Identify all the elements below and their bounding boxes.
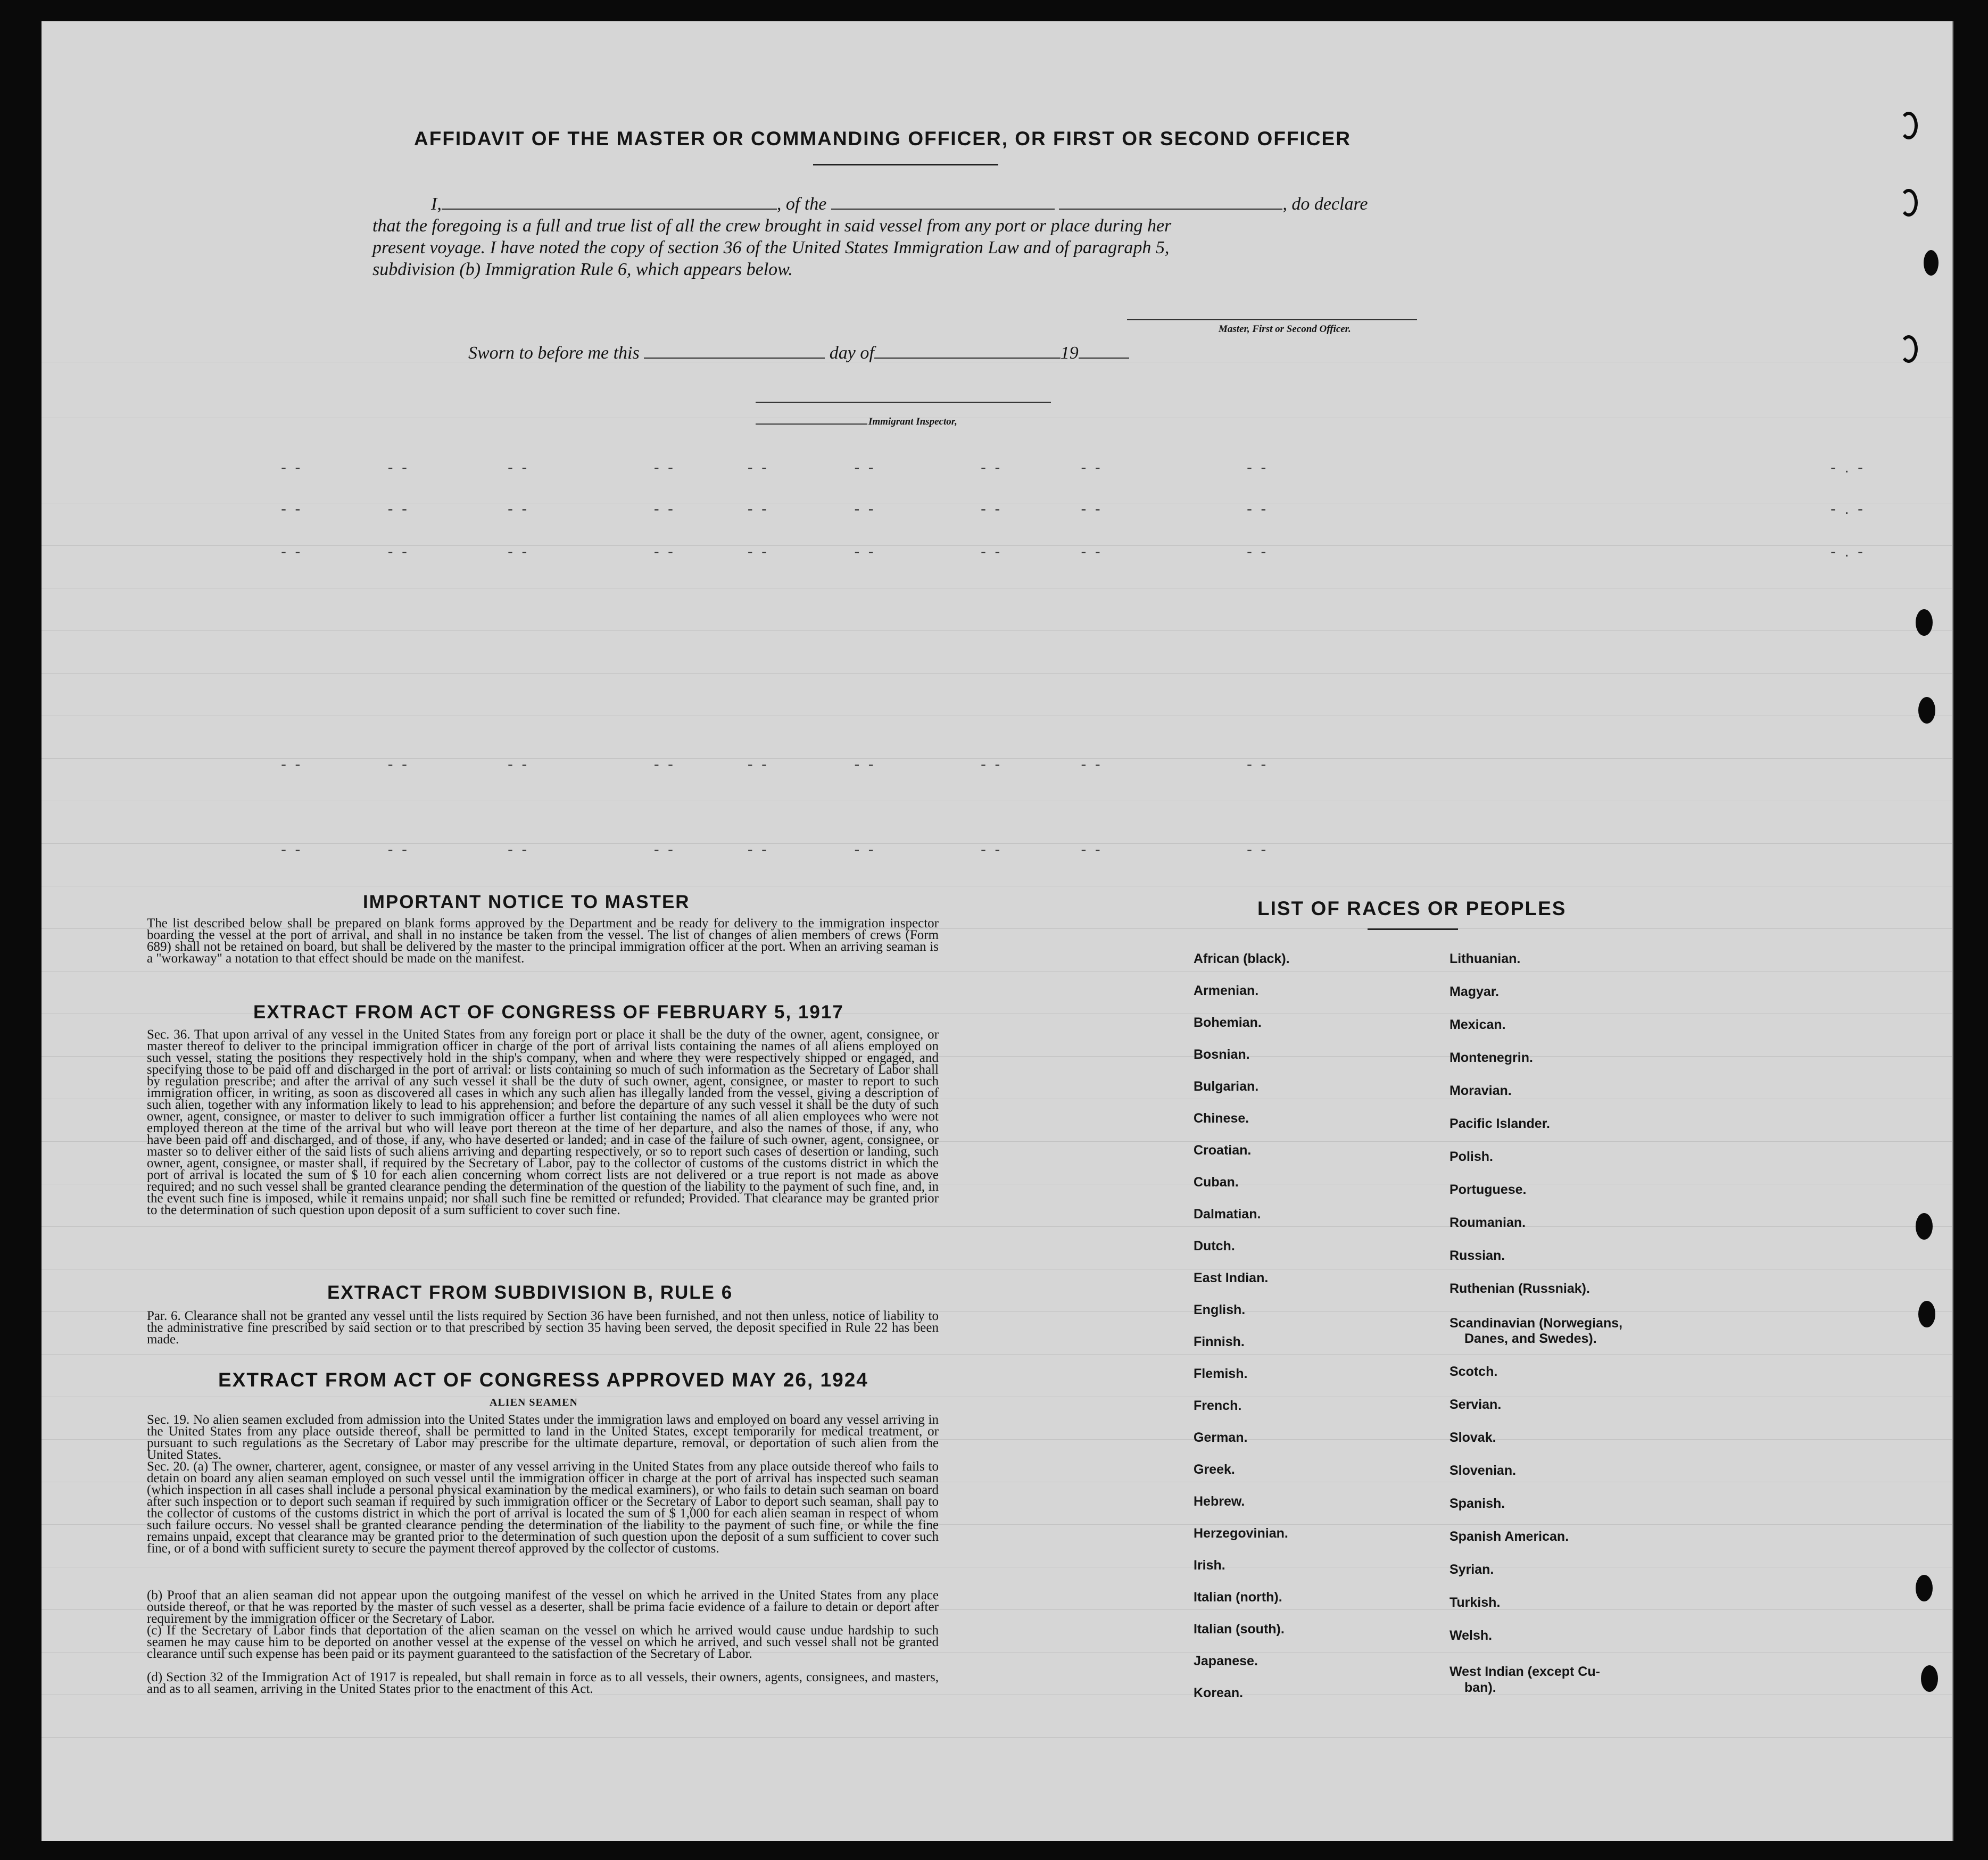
extract-1924-sec20c: (c) If the Secretary of Labor finds that deportation of the alien seaman on the vessel on which he arrived would cause undue hardship to such seamen he may cause him to be deported on another vessel at the expense of the vessel on which he arrived, and such vessel shall not be granted clearance until such expense has been paid or its payment guaranteed to the satisfaction of the Secretary of Labor.	[147, 1623, 939, 1661]
ditto-row: - - - - - - - - - - - - - - - - - -	[281, 500, 1269, 518]
race-item: East Indian.	[1194, 1271, 1269, 1285]
race-item: Lithuanian.	[1449, 951, 1521, 966]
vessel-blank	[831, 209, 1055, 210]
ditto-row: - - - - - - - - - - - - - - - - - -	[281, 543, 1269, 560]
race-item: Armenian.	[1194, 983, 1259, 998]
extract-1924-sec20a: Sec. 20. (a) The owner, charterer, agent, consignee, or master of any vessel arriving in the United States from any place outside thereof who fails to detain on board any alien seaman employed on such vessel until the immigration officer in charge at the port of arrival has inspected such seaman (which inspection in all cases shall include a personal physical examination by the medical examiners), or who fails to detain such seaman on board after such inspection or to deport such seaman if required by such immigration officer or the Secretary of Labor to deport such seaman, shall pay to the collector of customs of the customs district in which the port of arrival is located the sum of $ 1,000 for each alien seaman in respect of whom such failure occurs. No vessel shall be granted clearance pending the determination of the liability to the payment of such fine, or while the fine remains unpaid, except that clearance may be granted prior to the determination of such question upon the deposit of a sum sufficient to cover such fine, or of a bond with sufficient surety to secure the payment thereof approved by the collector of customs.	[147, 1459, 939, 1556]
race-item: Scandinavian (Norwegians,	[1449, 1316, 1623, 1331]
binder-hole	[1916, 609, 1933, 636]
race-item: Montenegrin.	[1449, 1050, 1533, 1065]
race-item: Bulgarian.	[1194, 1079, 1259, 1094]
race-item: West Indian (except Cu-	[1449, 1664, 1600, 1679]
extract-1917-title: EXTRACT FROM ACT OF CONGRESS OF FEBRUARY 5, 1917	[253, 1002, 844, 1023]
race-item: Dalmatian.	[1194, 1207, 1261, 1222]
alien-seamen-subtitle: ALIEN SEAMEN	[490, 1397, 578, 1408]
binder-hole	[1916, 1575, 1933, 1601]
race-item: African (black).	[1194, 951, 1290, 966]
inspector-label: Immigrant Inspector,	[868, 416, 957, 427]
race-item: Chinese.	[1194, 1111, 1249, 1126]
race-item: Italian (south).	[1194, 1622, 1285, 1637]
race-item: Greek.	[1194, 1462, 1235, 1477]
affidavit-line-4: subdivision (b) Immigration Rule 6, which appears below.	[372, 260, 793, 279]
binder-hole	[1924, 250, 1939, 276]
race-item: Hebrew.	[1194, 1494, 1245, 1509]
extract-1924-sec20b: (b) Proof that an alien seaman did not appear upon the outgoing manifest of the vessel on which he arrived in the United States from any place outside thereof, or that he was reported by the master of such vessel as a deserter, shall be prima facie evidence of a failure to detain or deport after requirement by the immigration officer or the Secretary of Labor.	[147, 1588, 939, 1626]
race-item: Croatian.	[1194, 1143, 1252, 1158]
race-item: ban).	[1464, 1680, 1496, 1695]
notice-title: IMPORTANT NOTICE TO MASTER	[363, 892, 690, 912]
race-item: Herzegovinian.	[1194, 1526, 1288, 1541]
race-item: Spanish American.	[1449, 1529, 1569, 1544]
race-item: Bosnian.	[1194, 1047, 1250, 1062]
race-item: Slovak.	[1449, 1430, 1496, 1445]
notice-text: The list described below shall be prepared on blank forms approved by the Department and be ready for delivery to the immigration inspector boarding the vessel at the port of arrival, and shall in no instance be taken from the vessel. The list of changes of alien members of crews (Form 689) shall not be retained on board, but shall be delivered by the master to the principal immigration officer at the port. When an arriving seaman is a "workaway" a notation to that effect should be made on the manifest.	[147, 916, 939, 966]
master-signature-line	[1127, 319, 1417, 320]
binder-hole	[1921, 1665, 1938, 1692]
race-item: Bohemian.	[1194, 1015, 1262, 1030]
master-label: Master, First or Second Officer.	[1219, 323, 1351, 335]
extract-1917-text: Sec. 36. That upon arrival of any vessel in the United States from any foreign port or place it shall be the duty of the owner, agent, consignee, or master thereof to deliver to the principal immigration officer in charge of the port of arrival lists containing the names of all aliens employed on such vessel, stating the positions they respectively hold in the ship's company, when and where they were respectively shipped or engaged, and specifying those to be paid off and discharged in the port of arrival: or lists containing so much of such information as the Secretary of Labor shall by regulation prescribe; and after the arrival of any such vessel it shall be the duty of such owner, agent, consignee, or master to report to such immigration officer, in writing, as soon as discovered all cases in which any such alien has illegally landed from the vessel, giving a description of such alien, together with any information likely to lead to his apprehension; and before the departure of any such vessel it shall be the duty of such owner, agent, consignee, or master to deliver to such immigration officer a further list containing the names of all alien employees who were not employed thereon at the time of the arrival but who will leave port thereon at the time of her departure, and also the names of those, if any, who have been paid off and discharged, and of those, if any, who have deserted or landed; and in case of the failure of such owner, agent, consignee, or master so to deliver either of the said lists of such aliens arriving and departing respectively, or so to report such cases of desertion or landing, such owner, agent, consignee, or master shall, if required by the Secretary of Labor, pay to the collector of customs of the customs district in which the port of arrival is located the sum of $ 10 for each alien concerning whom correct lists are not delivered or a true report is not made as above required; and no such vessel shall be granted clearance pending the determination of the question of the liability to the payment of such fine, and, in the event such fine is imposed, while it remains unpaid; nor shall such fine be remitted or refunded; Provided. That clearance may be granted prior to the determination of such question upon deposit of a sum sufficient to cover such fine.	[147, 1027, 939, 1217]
ruled-line	[42, 1737, 1952, 1738]
sworn-day-blank	[644, 358, 825, 359]
ruled-line	[42, 1354, 1952, 1355]
race-item: Roumanian.	[1449, 1215, 1526, 1230]
race-item: Spanish.	[1449, 1496, 1505, 1511]
year-text: 19	[1060, 343, 1079, 363]
race-item: Russian.	[1449, 1248, 1505, 1263]
affidavit-i: I,	[431, 194, 442, 214]
extract-1924-sec19: Sec. 19. No alien seamen excluded from admission into the United States under the immigration laws and employed on board any vessel arriving in the United States from any place outside thereof, shall be permitted to land in the United States, except temporarily for medical treatment, or pursuant to such regulations as the Secretary of Labor may prescribe for the ultimate departure, removal, or deportation of such alien from the United States.	[147, 1413, 939, 1462]
ruled-line	[42, 673, 1952, 674]
race-item: Finnish.	[1194, 1334, 1245, 1349]
race-item: Pacific Islander.	[1449, 1116, 1550, 1131]
binder-hole	[1900, 335, 1918, 363]
race-item: Korean.	[1194, 1685, 1244, 1700]
race-item: English.	[1194, 1302, 1246, 1317]
inspector-signature-line	[756, 402, 1051, 403]
extract-1924-title: EXTRACT FROM ACT OF CONGRESS APPROVED MAY 26, 1924	[218, 1369, 868, 1391]
ditto-mark: - . -	[1830, 543, 1865, 560]
race-item: Scotch.	[1449, 1364, 1498, 1379]
race-item: Ruthenian (Russniak).	[1449, 1281, 1590, 1296]
year-blank	[1079, 358, 1129, 359]
race-item: Dutch.	[1194, 1239, 1235, 1253]
race-item: Servian.	[1449, 1397, 1502, 1412]
race-item: French.	[1194, 1398, 1242, 1413]
race-item: Japanese.	[1194, 1654, 1258, 1668]
race-item: Welsh.	[1449, 1628, 1493, 1643]
race-item: Irish.	[1194, 1558, 1225, 1573]
race-item: Turkish.	[1449, 1595, 1501, 1610]
race-item: Cuban.	[1194, 1175, 1239, 1190]
month-blank	[874, 358, 1061, 359]
race-item: German.	[1194, 1430, 1248, 1445]
day-of-text: day of	[829, 343, 874, 363]
binder-hole	[1918, 697, 1935, 724]
races-title: LIST OF RACES OR PEOPLES	[1257, 898, 1567, 919]
ditto-row: - - - - - - - - - - - - - - - - - -	[281, 841, 1269, 858]
extract-rule6-title: EXTRACT FROM SUBDIVISION B, RULE 6	[327, 1282, 733, 1303]
ditto-row: - - - - - - - - - - - - - - - - - -	[281, 755, 1269, 773]
extract-rule6-text: Par. 6. Clearance shall not be granted any vessel until the lists required by Section 36 have been furnished, and not then unless, notice of liability to the administrative fine prescribed by said section or to that prescribed by section 35 having been served, the deposit specified in Rule 22 has been made.	[147, 1309, 939, 1347]
sworn-line	[468, 343, 1129, 363]
affidavit-of-the: , of the	[776, 194, 827, 214]
ditto-mark: - . -	[1830, 459, 1865, 476]
race-item: Syrian.	[1449, 1562, 1494, 1577]
race-item: Magyar.	[1449, 984, 1500, 999]
name-blank	[442, 209, 777, 210]
race-item: Flemish.	[1194, 1366, 1248, 1381]
race-item: Polish.	[1449, 1149, 1493, 1164]
binder-hole	[1916, 1213, 1933, 1240]
race-item: Slovenian.	[1449, 1463, 1517, 1478]
binder-hole	[1900, 189, 1918, 217]
race-item: Portuguese.	[1449, 1182, 1527, 1197]
inspector-line-2	[756, 424, 867, 425]
binder-hole	[1918, 1301, 1935, 1327]
race-item: Danes, and Swedes).	[1464, 1331, 1597, 1346]
ruled-line	[42, 1226, 1952, 1227]
ditto-row: - - - - - - - - - - - - - - - - - -	[281, 459, 1269, 476]
ruled-line	[42, 630, 1952, 631]
sworn-text: Sworn to before me this	[468, 343, 640, 363]
affidavit-title: AFFIDAVIT OF THE MASTER OR COMMANDING OFFICER, OR FIRST OR SECOND OFFICER	[414, 128, 1351, 150]
race-item: Moravian.	[1449, 1083, 1512, 1098]
binder-hole	[1900, 112, 1918, 139]
races-title-underline	[1368, 928, 1458, 930]
race-item: Mexican.	[1449, 1017, 1506, 1032]
vessel-blank-2	[1059, 209, 1282, 210]
affidavit-line-2: that the foregoing is a full and true list of all the crew brought in said vessel from any port or place during her	[372, 216, 1172, 236]
affidavit-line-3: present voyage. I have noted the copy of section 36 of the United States Immigration Law and of paragraph 5,	[372, 238, 1170, 258]
affidavit-declare: , do declare	[1282, 194, 1368, 214]
affidavit-line-1	[431, 194, 1368, 214]
ditto-mark: - . -	[1830, 500, 1865, 518]
title-underline	[813, 164, 998, 165]
race-item: Italian (north).	[1194, 1590, 1282, 1605]
extract-1924-sec20d: (d) Section 32 of the Immigration Act of 1917 is repealed, but shall remain in force as to all vessels, their owners, agents, consignees, and masters, and as to all seamen, arriving in the United States prior to the enactment of this Act.	[147, 1670, 939, 1696]
